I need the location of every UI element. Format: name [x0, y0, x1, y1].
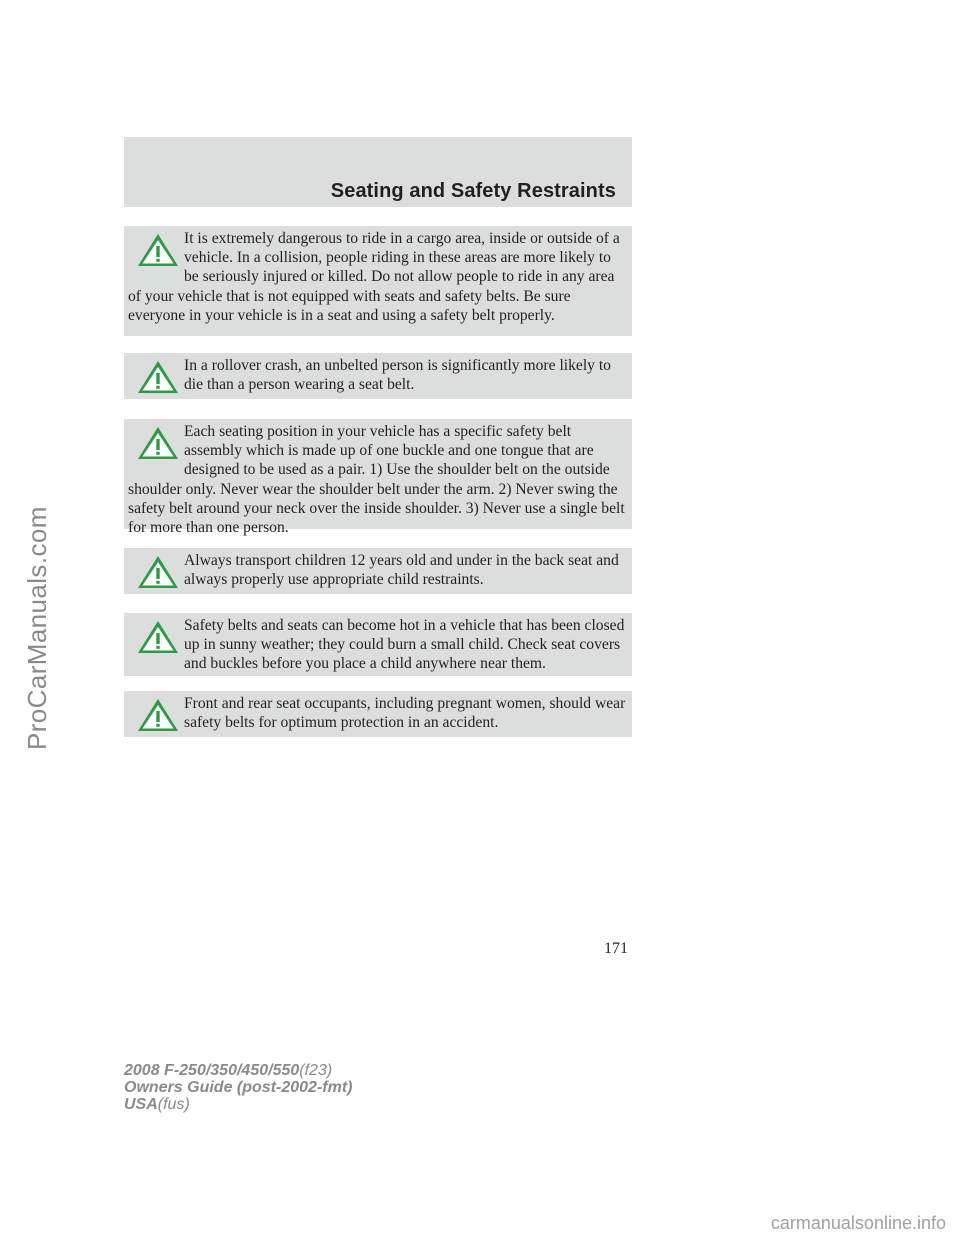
footer-market: USA	[124, 1096, 158, 1113]
warning-triangle-icon	[136, 619, 180, 655]
footer-line-3	[124, 1096, 352, 1113]
footer-guide: Owners Guide (post-2002-fmt)	[124, 1079, 353, 1096]
warning-triangle-icon	[136, 359, 180, 395]
warning-text: Safety belts and seats can become hot in a vehicle that has been closed up in sunny weather; they could burn a small child. Check seat covers and buckles before you place a child anywhere near them.	[184, 617, 625, 673]
footer-line-1	[124, 1062, 352, 1079]
page-number: 171	[604, 940, 628, 957]
footer-market-code: (fus)	[157, 1096, 190, 1113]
bottom-watermark: carmanualsonline.info	[770, 1213, 946, 1233]
warning-box	[124, 419, 632, 537]
footer-line-2	[124, 1079, 352, 1096]
section-header	[124, 137, 632, 207]
side-watermark: ProCarManuals.com	[22, 506, 52, 750]
warning-box	[124, 691, 632, 737]
warning-text: Each seating position in your vehicle has a specific safety belt assembly which is made up of one buckle and one tongue that are designed to be used as a pair. 1) Use the shoulder belt on the outside shoulder only. Never wear the shoulder belt under the arm. 2) Never swing the safety belt around your neck over the inside shoulder. 3) Never use a single belt for more than one person.	[128, 423, 625, 537]
warning-box	[124, 548, 632, 594]
warning-box	[124, 613, 632, 676]
warning-box	[124, 226, 632, 336]
warning-text: Always transport children 12 years old and under in the back seat and always properly use appropriate child restraints.	[184, 552, 619, 589]
footer-model-code: (f23)	[299, 1062, 333, 1079]
warning-text: In a rollover crash, an unbelted person is significantly more likely to die than a person wearing a seat belt.	[184, 357, 611, 394]
warning-triangle-icon	[136, 697, 180, 733]
warning-triangle-icon	[136, 554, 180, 590]
section-title: Seating and Safety Restraints	[330, 180, 616, 202]
footer-model: 2008 F-250/350/450/550	[124, 1062, 300, 1079]
footer	[124, 1062, 352, 1113]
warning-box	[124, 353, 632, 399]
warning-triangle-icon	[136, 232, 180, 268]
warning-triangle-icon	[136, 425, 180, 461]
warning-text: Front and rear seat occupants, including pregnant women, should wear safety belts for optimum protection in an accident.	[184, 695, 626, 732]
warning-text: It is extremely dangerous to ride in a cargo area, inside or outside of a vehicle. In a collision, people riding in these areas are more likely to be seriously injured or killed. Do not allow people to ride in any area of your vehicle that is not equipped with seats and safety belts. Be sure everyone in your vehicle is in a seat and using a safety belt properly.	[128, 230, 620, 324]
